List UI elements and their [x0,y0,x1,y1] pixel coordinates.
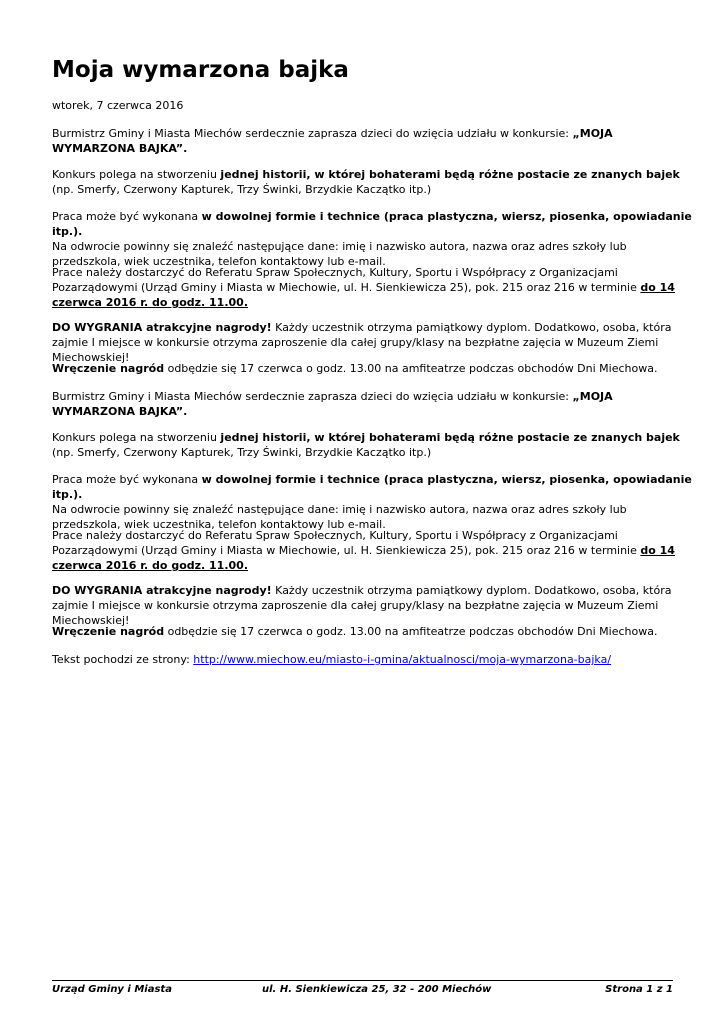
concept-paragraph [52,167,692,197]
concept-highlight: jednej historii, w której bohaterami będą różne postacie ze znanych bajek [220,431,680,444]
concept-highlight: jednej historii, w której bohaterami będą różne postacie ze znanych bajek [220,168,680,181]
footer-office: Urząd Gminy i Miasta [52,984,172,995]
footer-divider [52,980,673,981]
ceremony-highlight: Wręczenie nagród [52,362,165,375]
intro-text: Burmistrz Gminy i Miasta Miechów serdecznie zaprasza dzieci do wzięcia udziału w konkursie: [52,127,573,140]
footer-page-number: Strona 1 z 1 [605,984,673,995]
prizes-paragraph [52,320,692,365]
form-paragraph [52,209,692,269]
page-title: Moja wymarzona bajka [52,57,349,83]
intro-paragraph-repeat [52,389,692,419]
delivery-deadline: do 14 czerwca 2016 r. do godz. 11.00. [52,281,675,309]
concept-examples: (np. Smerfy, Czerwony Kapturek, Trzy Świnki, Brzydkie Kaczątko itp.) [52,446,432,459]
form-text: Praca może być wykonana [52,210,202,223]
form-highlight: w dowolnej formie i technice (praca plastyczna, wiersz, piosenka, opowiadanie itp.). [52,473,692,501]
delivery-deadline: do 14 czerwca 2016 r. do godz. 11.00. [52,544,675,572]
delivery-paragraph [52,265,692,310]
form-text: Praca może być wykonana [52,473,202,486]
delivery-paragraph-repeat [52,528,692,573]
concept-text: Konkurs polega na stworzeniu [52,431,221,444]
prizes-text: Każdy uczestnik otrzyma pamiątkowy dyplom. Dodatkowo, osoba, która zajmie I miejsce w konkursie otrzyma zaproszenie dla całej grupy/klasy na bezpłatne zajęcia w Muzeum Ziemi Miechowskiej! [52,584,672,627]
ceremony-text: odbędzie się 17 czerwca o godz. 13.00 na amfiteatrze podczas obchodów Dni Miechowa. [164,625,658,638]
source-label: Tekst pochodzi ze strony: [52,653,194,666]
contest-name: „MOJA WYMARZONA BAJKA”. [52,390,613,418]
concept-text: Konkurs polega na stworzeniu [52,168,221,181]
concept-paragraph-repeat [52,430,692,460]
ceremony-paragraph [52,361,692,376]
delivery-text: Prace należy dostarczyć do Referatu Spraw Społecznych, Kultury, Sportu i Współpracy z Organizacjami Pozarządowymi (Urząd Gminy i Miasta w Miechowie, ul. H. Sienkiewicza 25), pok. 215 oraz 216 w terminie [52,266,641,294]
form-highlight: w dowolnej formie i technice (praca plastyczna, wiersz, piosenka, opowiadanie itp.). [52,210,692,238]
publication-date: wtorek, 7 czerwca 2016 [52,99,184,112]
source-link[interactable]: http://www.miechow.eu/miasto-i-gmina/aktualnosci/moja-wymarzona-bajka/ [193,653,612,666]
ceremony-text: odbędzie się 17 czerwca o godz. 13.00 na amfiteatrze podczas obchodów Dni Miechowa. [164,362,658,375]
delivery-text: Prace należy dostarczyć do Referatu Spraw Społecznych, Kultury, Sportu i Współpracy z Organizacjami Pozarządowymi (Urząd Gminy i Miasta w Miechowie, ul. H. Sienkiewicza 25), pok. 215 oraz 216 w terminie [52,529,641,557]
intro-text: Burmistrz Gminy i Miasta Miechów serdecznie zaprasza dzieci do wzięcia udziału w konkursie: [52,390,573,403]
concept-examples: (np. Smerfy, Czerwony Kapturek, Trzy Świnki, Brzydkie Kaczątko itp.) [52,183,432,196]
ceremony-paragraph-repeat [52,624,692,639]
footer-address: ul. H. Sienkiewicza 25, 32 - 200 Miechów [262,984,492,995]
ceremony-highlight: Wręczenie nagród [52,625,165,638]
intro-paragraph [52,126,692,156]
prizes-highlight: DO WYGRANIA atrakcyjne nagrody! [52,584,272,597]
form-paragraph-repeat [52,472,692,532]
prizes-paragraph-repeat [52,583,692,628]
form-requirements: Na odwrocie powinny się znaleźć następujące dane: imię i nazwisko autora, nazwa oraz adres szkoły lub przedszkola, wiek uczestnika, telefon kontaktowy lub e-mail. [52,503,627,531]
source-paragraph [52,652,692,667]
contest-name: „MOJA WYMARZONA BAJKA”. [52,127,613,155]
form-requirements: Na odwrocie powinny się znaleźć następujące dane: imię i nazwisko autora, nazwa oraz adres szkoły lub przedszkola, wiek uczestnika, telefon kontaktowy lub e-mail. [52,240,627,268]
prizes-text: Każdy uczestnik otrzyma pamiątkowy dyplom. Dodatkowo, osoba, która zajmie I miejsce w konkursie otrzyma zaproszenie dla całej grupy/klasy na bezpłatne zajęcia w Muzeum Ziemi Miechowskiej! [52,321,672,364]
prizes-highlight: DO WYGRANIA atrakcyjne nagrody! [52,321,272,334]
